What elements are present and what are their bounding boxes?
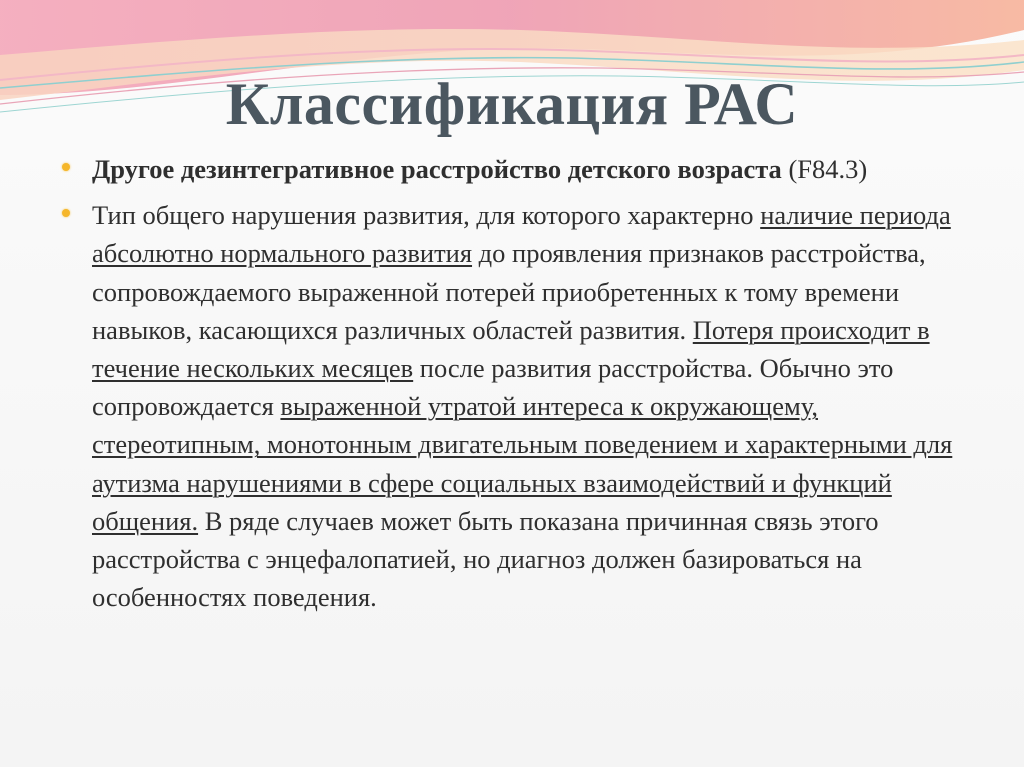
bullet-icon [62,209,70,217]
bullet-code: (F84.3) [788,154,868,184]
underlined-segment: наличие периода абсолютно нормального развития [92,200,951,269]
bullet-heading: Другое дезинтегративное расстройство детского возраста [92,154,782,184]
underlined-segment: выраженной утратой интереса к окружающему, стереотипным, монотонным двигательным поведением и характерными для аутизма нарушениями в сфере социальных взаимодействий и функций общения. [92,391,953,536]
bullet-item-2 [62,196,962,616]
text-segment: В ряде случаев может быть показана причинная связь этого расстройства с энцефалопатией, но диагноз должен базироваться на особенностях поведения. [92,505,879,613]
text-segment: после развития расстройства. Обычно это сопровождается [92,353,894,422]
underlined-segment: Потеря происходит в течение нескольких месяцев [92,314,930,384]
bullet-list [62,150,962,616]
text-segment: до проявления признаков расстройства, сопровождаемого выраженной потерей приобретенных к тому времени навыков, касающихся различных областей развития. [92,238,926,345]
bullet-icon [62,163,70,171]
slide-title: Классификация РАС [225,71,799,137]
bullet-item-1 [62,150,962,188]
text-segment: Тип общего нарушения развития, для которого характерно [92,200,761,231]
